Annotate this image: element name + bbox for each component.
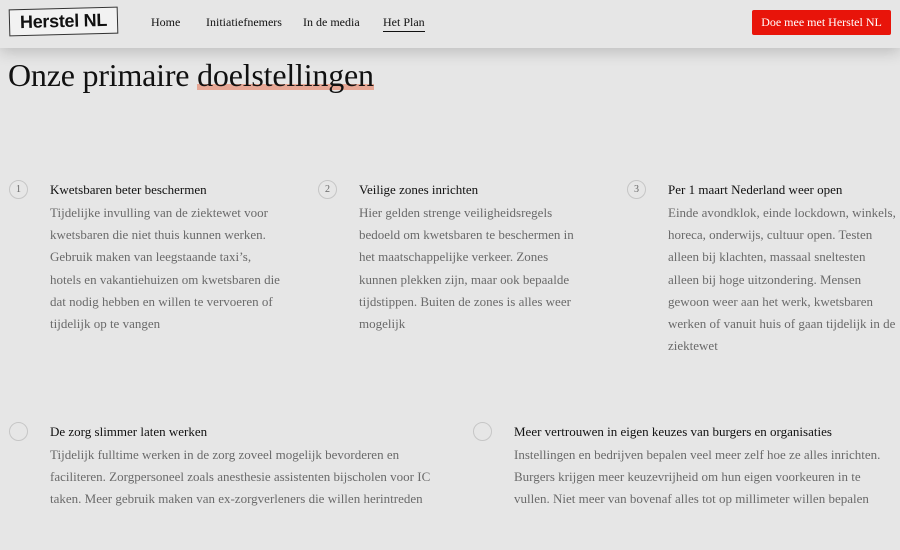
nav-initiatiefnemers[interactable]: Initiatiefnemers <box>206 15 282 29</box>
nav-home[interactable]: Home <box>151 15 181 29</box>
page-title-prefix: Onze primaire <box>8 57 198 93</box>
goal-number-badge: 3 <box>627 180 646 199</box>
page-title <box>8 56 374 94</box>
site-header <box>0 0 900 48</box>
goal-title: Veilige zones inrichten <box>359 182 479 197</box>
goal-description: Einde avondklok, einde lockdown, winkels, horeca, onderwijs, cultuur open. Testen alleen bij klachten, massaal sneltesten alleen bij hoge uitzondering. Mensen gewoon weer aan het werk, kwetsbaren werken of vanuit huis of gaan tijdelijk in de ziektewet <box>668 205 896 354</box>
nav-in-de-media[interactable]: In de media <box>303 15 360 29</box>
nav-het-plan[interactable]: Het Plan <box>383 15 425 32</box>
goal-description: Instellingen en bedrijven bepalen veel meer zelf hoe ze alles inrichten. Burgers krijgen meer keuzevrijheid om hun eigen voorkeuren in te vullen. Niet meer van bovenaf alles tot op millimeter willen bepalen <box>514 447 881 507</box>
goal-number-badge: 2 <box>318 180 337 199</box>
goal-description: Tijdelijk fulltime werken in de zorg zoveel mogelijk bevorderen en faciliteren. Zorgpersoneel zoals anesthesie assistenten bijscholen voor IC taken. Meer gebruik maken van ex-zorgverleners die willen herintreden <box>50 447 431 507</box>
page-title-highlight: doelstellingen <box>197 57 374 93</box>
goal-number-badge <box>9 422 28 441</box>
goal-description: Hier gelden strenge veiligheidsregels bedoeld om kwetsbaren te beschermen in het maatschappelijke verkeer. Zones kunnen plekken zijn, maar ook bepaalde tijdstippen. Buiten de zones is alles weer mogelijk <box>359 205 574 332</box>
goal-title: Meer vertrouwen in eigen keuzes van burgers en organisaties <box>514 424 832 439</box>
join-button[interactable]: Doe mee met Herstel NL <box>752 10 891 35</box>
goal-title: Kwetsbaren beter beschermen <box>50 182 207 197</box>
logo-link[interactable]: Herstel NL <box>9 7 119 37</box>
goal-number-badge <box>473 422 492 441</box>
goal-title: Per 1 maart Nederland weer open <box>668 182 843 197</box>
goal-description: Tijdelijke invulling van de ziektewet voor kwetsbaren die niet thuis kunnen werken. Gebruik maken van leegstaande taxi’s, hotels en vakantiehuizen om kwetsbaren die dat nodig hebben en willen te vervoeren of tijdelijk op te vangen <box>50 205 280 332</box>
goal-number-badge: 1 <box>9 180 28 199</box>
goal-title: De zorg slimmer laten werken <box>50 424 208 439</box>
